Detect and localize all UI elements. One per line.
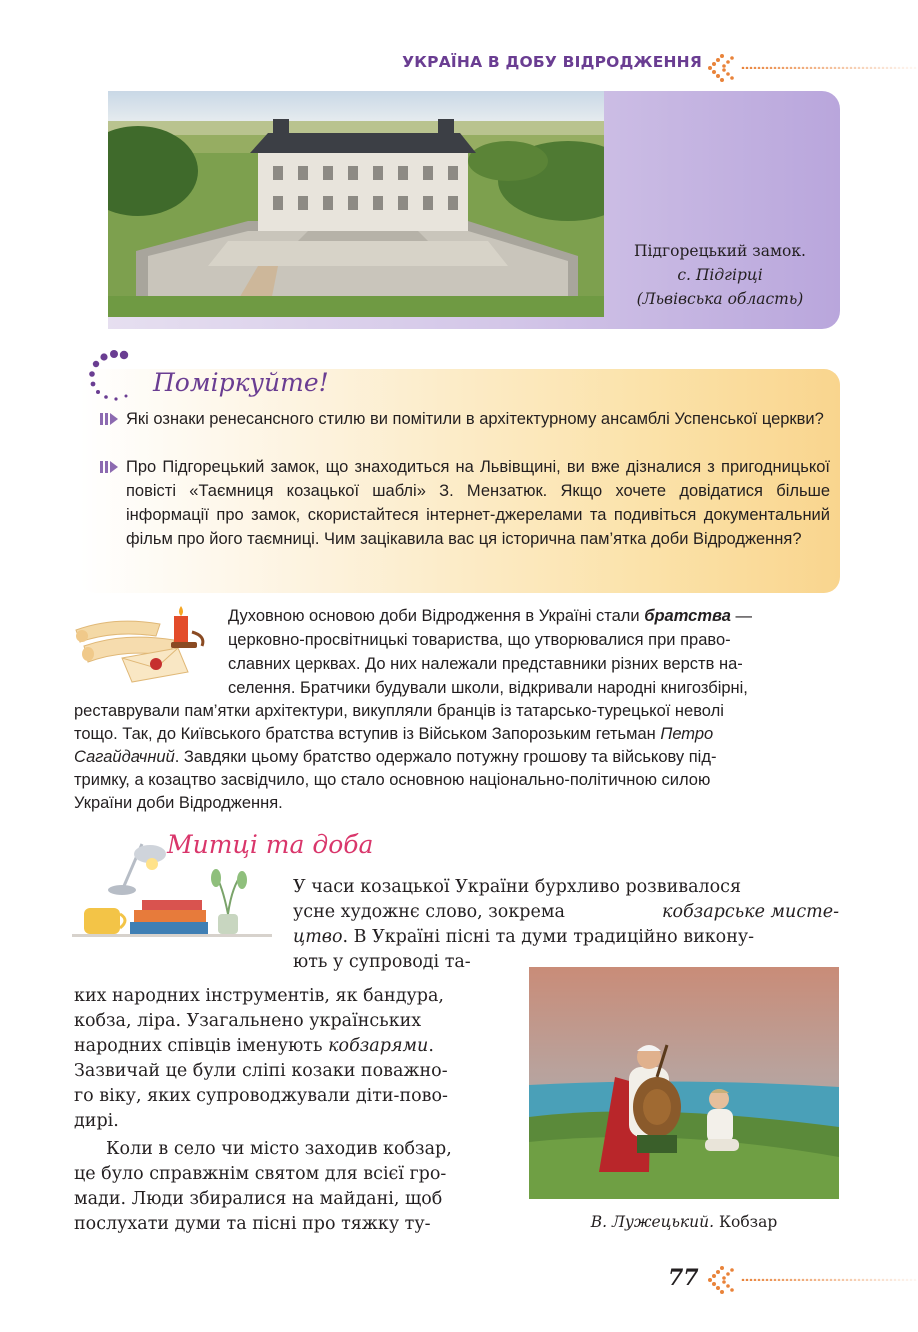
castle-caption-region: (Львівська область)	[636, 290, 804, 308]
artists-line-4: ють у супроводі та-	[293, 952, 471, 972]
name-sahaidachnyi: Сагайдачний	[74, 748, 175, 766]
think-item-text: Про Підгорецький замок, що знаходиться на Львівщині, ви вже дізналися з пригодницької повісті «Таємниця козацької шаблі» З. Мензатюк. Якщо хочете довідатися більше інформації про замок, скористайтеся інтернет-джерелами та подивіться документальний фільм про його таємниці. Чим зацікавила вас ця історична пам’ятка доби Відродження?	[126, 458, 830, 548]
page-number: 77	[668, 1265, 699, 1291]
painting-title: Кобзар	[714, 1213, 778, 1231]
brotherhood-line-1	[228, 605, 839, 629]
term-kobzars: кобзарями	[328, 1036, 429, 1056]
brotherhood-line-8: тримку, а козацтво засвідчило, що стало основною національно-політичною силою	[74, 771, 711, 789]
desk-lamp-books-illustration	[72, 834, 272, 951]
brotherhood-line-5: реставрували пам’ятки архітектури, викупляли бранців із татарсько-турецької неволі	[74, 702, 724, 720]
kobzar-caption	[529, 1213, 839, 1231]
scrolls-candle-illustration	[74, 602, 214, 689]
header-dotted-line	[740, 65, 918, 69]
artists-line-7: народних співців іменують кобзарями.	[74, 1036, 434, 1056]
artists-line-10: дирі.	[74, 1111, 119, 1131]
brotherhood-line-4: селення. Братчики будували школи, відкривали народні книгозбірні,	[228, 679, 748, 697]
think-title: Поміркуйте!	[153, 368, 329, 397]
brotherhood-line-2: церковно-просвітницькі товариства, що утворювалися при право-	[228, 631, 731, 649]
painting-author: В. Лужецький.	[590, 1213, 715, 1231]
brotherhood-line-7: Сагайдачний. Завдяки цьому братство одержало потужну грошову та військову під-	[74, 748, 717, 766]
think-item-text: Які ознаки ренесансного стилю ви помітили в архітектурному ансамблі Успенської церкви?	[126, 410, 824, 428]
running-head: УКРАЇНА В ДОБУ ВІДРОДЖЕННЯ	[402, 53, 702, 71]
term-kobzar-art: кобзарське мисте-	[662, 902, 839, 922]
name-petro: Петро	[660, 725, 714, 743]
castle-caption-name: Підгорецький замок.	[634, 242, 806, 260]
artists-line-5: ких народних інструментів, як бандура,	[74, 986, 444, 1006]
artists-line-13: мади. Люди збиралися на майдані, щоб	[74, 1189, 443, 1209]
brotherhood-line-1-text: Духовною основою доби Відродження в Україні стали братства —	[228, 607, 753, 625]
artists-line-1: У часи козацької України бурхливо розвивалося	[293, 877, 742, 897]
footer-dotted-line	[740, 1277, 918, 1281]
artists-line-9: го віку, яких супроводжували діти-пово-	[74, 1086, 448, 1106]
artists-line-6: кобза, ліра. Узагальнено українських	[74, 1011, 422, 1031]
castle-caption	[612, 239, 828, 311]
think-item-2	[100, 455, 830, 551]
arrow-bullet-icon	[100, 461, 122, 473]
artists-line-11: Коли в село чи місто заходив кобзар,	[106, 1139, 452, 1159]
castle-photo	[108, 91, 604, 317]
kobzar-painting	[529, 967, 839, 1199]
artists-line-14: послухати думи та пісні про тяжку ту-	[74, 1214, 431, 1234]
castle-caption-village: с. Підгірці	[677, 266, 763, 284]
think-dots-icon	[86, 348, 146, 409]
artists-line-12: це було справжнім святом для всієї гро-	[74, 1164, 447, 1184]
term-brotherhoods: братства	[644, 607, 731, 625]
brotherhood-line-6: тощо. Так, до Київського братства вступив із Військом Запорозьким гетьман Петро	[74, 725, 714, 743]
arrow-bullet-icon	[100, 413, 122, 425]
brotherhood-line-9: України доби Відродження.	[74, 794, 283, 812]
artists-line-8: Зазвичай це були сліпі козаки поважно-	[74, 1061, 448, 1081]
artists-line-3: цтво. В Україні пісні та думи традиційно викону-	[293, 927, 755, 947]
artists-title: Митці та доба	[167, 830, 374, 859]
brotherhood-line-3: славних церквах. До них належали представники різних верств на-	[228, 655, 743, 673]
artists-line-2: усне художнє слово, зокрема кобзарське мисте-	[293, 900, 839, 925]
think-item-1	[100, 407, 830, 431]
